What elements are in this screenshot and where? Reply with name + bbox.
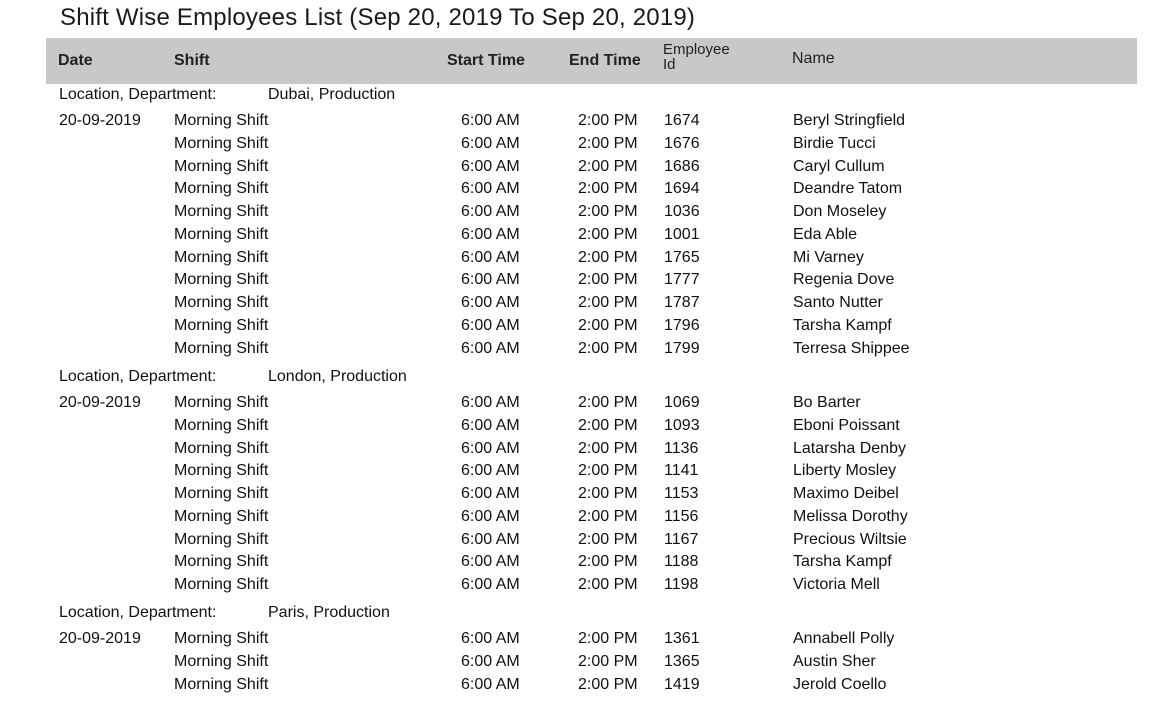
start-time-cell: 6:00 AM <box>461 485 520 502</box>
shift-cell: Morning Shift <box>174 675 269 693</box>
employee-name-cell: Victoria Mell <box>793 576 880 593</box>
location-department-label: Location, Department: <box>59 604 217 621</box>
table-row <box>0 135 1155 157</box>
end-time-cell: 2:00 PM <box>578 630 638 647</box>
start-time-cell: 6:00 AM <box>461 553 520 571</box>
table-row <box>0 576 1155 598</box>
table-row <box>0 203 1155 225</box>
end-time-cell: 2:00 PM <box>578 576 638 593</box>
employee-id-cell: 1361 <box>664 630 700 647</box>
employee-id-cell: 1167 <box>664 530 699 548</box>
shift-cell: Morning Shift <box>174 530 269 548</box>
employee-id-cell: 1153 <box>664 485 699 502</box>
start-time-cell: 6:00 AM <box>461 630 520 647</box>
employee-name-cell: Caryl Cullum <box>793 157 885 175</box>
start-time-cell: 6:00 AM <box>461 271 520 289</box>
employee-id-cell: 1765 <box>664 248 700 266</box>
date-cell: 20-09-2019 <box>59 630 141 647</box>
column-header-employee-id-line1: Employee <box>663 41 730 58</box>
start-time-cell: 6:00 AM <box>461 248 520 266</box>
start-time-cell: 6:00 AM <box>461 339 520 357</box>
start-time-cell: 6:00 AM <box>461 203 520 220</box>
employee-name-cell: Regenia Dove <box>793 271 895 289</box>
table-row <box>0 249 1155 271</box>
employee-id-cell: 1156 <box>664 507 699 525</box>
shift-cell: Morning Shift <box>174 248 269 266</box>
employee-name-cell: Bo Barter <box>793 394 861 411</box>
employee-id-cell: 1799 <box>664 339 700 357</box>
start-time-cell: 6:00 AM <box>461 316 520 334</box>
start-time-cell: 6:00 AM <box>461 225 520 243</box>
employee-name-cell: Latarsha Denby <box>793 439 906 457</box>
shift-cell: Morning Shift <box>174 339 269 357</box>
end-time-cell: 2:00 PM <box>578 225 638 243</box>
end-time-cell: 2:00 PM <box>578 462 638 480</box>
employee-name-cell: Tarsha Kampf <box>793 316 892 334</box>
table-row <box>0 317 1155 339</box>
table-row <box>0 676 1155 698</box>
start-time-cell: 6:00 AM <box>461 439 520 457</box>
shift-cell: Morning Shift <box>174 507 269 525</box>
shift-cell: Morning Shift <box>174 416 269 434</box>
shift-cell: Morning Shift <box>174 630 269 647</box>
end-time-cell: 2:00 PM <box>578 675 638 693</box>
end-time-cell: 2:00 PM <box>578 112 638 129</box>
employee-id-cell: 1141 <box>664 462 699 480</box>
start-time-cell: 6:00 AM <box>461 462 520 480</box>
employee-id-cell: 1676 <box>664 134 700 152</box>
location-department-label: Location, Department: <box>59 368 217 385</box>
table-row <box>0 485 1155 507</box>
employee-id-cell: 1365 <box>664 652 700 670</box>
shift-cell: Morning Shift <box>174 439 269 457</box>
employee-id-cell: 1686 <box>664 157 700 175</box>
column-header-end-time: End Time <box>569 52 641 69</box>
start-time-cell: 6:00 AM <box>461 507 520 525</box>
shift-cell: Morning Shift <box>174 652 269 670</box>
employee-id-cell: 1093 <box>664 416 700 434</box>
shift-cell: Morning Shift <box>174 157 269 175</box>
end-time-cell: 2:00 PM <box>578 416 638 434</box>
table-row <box>0 653 1155 675</box>
location-department-value: London, Production <box>268 368 407 385</box>
employee-name-cell: Birdie Tucci <box>793 134 876 152</box>
start-time-cell: 6:00 AM <box>461 576 520 593</box>
shift-cell: Morning Shift <box>174 112 269 129</box>
employee-name-cell: Santo Nutter <box>793 294 883 311</box>
start-time-cell: 6:00 AM <box>461 394 520 411</box>
end-time-cell: 2:00 PM <box>578 485 638 502</box>
employee-name-cell: Mi Varney <box>793 248 864 266</box>
column-header-employee-id-line2: Id <box>663 56 676 73</box>
end-time-cell: 2:00 PM <box>578 553 638 571</box>
employee-id-cell: 1796 <box>664 316 700 334</box>
employee-id-cell: 1001 <box>664 225 700 243</box>
shift-cell: Morning Shift <box>174 294 269 311</box>
table-row <box>0 271 1155 293</box>
location-department-heading <box>59 368 407 386</box>
employee-name-cell: Beryl Stringfield <box>793 112 906 129</box>
table-row <box>0 417 1155 439</box>
end-time-cell: 2:00 PM <box>578 203 638 220</box>
employee-name-cell: Maximo Deibel <box>793 485 899 502</box>
employee-id-cell: 1694 <box>664 180 700 198</box>
end-time-cell: 2:00 PM <box>578 180 638 198</box>
employee-name-cell: Terresa Shippee <box>793 339 910 357</box>
employee-name-cell: Austin Sher <box>793 652 876 670</box>
table-row <box>0 158 1155 180</box>
table-row <box>0 462 1155 484</box>
start-time-cell: 6:00 AM <box>461 134 520 152</box>
end-time-cell: 2:00 PM <box>578 652 638 670</box>
table-row <box>0 440 1155 462</box>
employee-id-cell: 1188 <box>664 553 699 571</box>
column-header-employee-id <box>663 42 730 72</box>
location-department-value: Dubai, Production <box>268 86 396 103</box>
end-time-cell: 2:00 PM <box>578 394 638 411</box>
employee-name-cell: Jerold Coello <box>793 675 887 693</box>
shift-cell: Morning Shift <box>174 462 269 480</box>
employee-id-cell: 1777 <box>664 271 700 289</box>
start-time-cell: 6:00 AM <box>461 294 520 311</box>
date-cell: 20-09-2019 <box>59 394 141 411</box>
table-row <box>0 294 1155 316</box>
shift-cell: Morning Shift <box>174 180 269 198</box>
table-row <box>0 180 1155 202</box>
employee-name-cell: Annabell Polly <box>793 630 895 647</box>
table-row <box>0 630 1155 652</box>
employee-id-cell: 1198 <box>664 576 699 593</box>
start-time-cell: 6:00 AM <box>461 112 520 129</box>
employee-name-cell: Precious Wiltsie <box>793 530 907 548</box>
table-row <box>0 531 1155 553</box>
end-time-cell: 2:00 PM <box>578 157 638 175</box>
start-time-cell: 6:00 AM <box>461 530 520 548</box>
location-department-label: Location, Department: <box>59 86 217 103</box>
location-department-heading <box>59 604 390 622</box>
column-header-date: Date <box>58 52 93 69</box>
report-title: Shift Wise Employees List (Sep 20, 2019 To Sep 20, 2019) <box>60 4 696 31</box>
shift-cell: Morning Shift <box>174 394 269 411</box>
column-header-shift: Shift <box>174 52 210 69</box>
end-time-cell: 2:00 PM <box>578 294 638 311</box>
table-row <box>0 553 1155 575</box>
end-time-cell: 2:00 PM <box>578 339 638 357</box>
shift-cell: Morning Shift <box>174 225 269 243</box>
start-time-cell: 6:00 AM <box>461 180 520 198</box>
employee-id-cell: 1419 <box>664 675 700 693</box>
employee-name-cell: Melissa Dorothy <box>793 507 908 525</box>
shift-cell: Morning Shift <box>174 203 269 220</box>
table-row <box>0 340 1155 362</box>
start-time-cell: 6:00 AM <box>461 652 520 670</box>
location-department-value: Paris, Production <box>268 604 390 621</box>
employee-name-cell: Liberty Mosley <box>793 462 897 480</box>
start-time-cell: 6:00 AM <box>461 157 520 175</box>
employee-name-cell: Eboni Poissant <box>793 416 900 434</box>
end-time-cell: 2:00 PM <box>578 271 638 289</box>
start-time-cell: 6:00 AM <box>461 675 520 693</box>
shift-cell: Morning Shift <box>174 576 269 593</box>
table-row <box>0 394 1155 416</box>
employee-id-cell: 1674 <box>664 112 700 129</box>
table-row <box>0 508 1155 530</box>
end-time-cell: 2:00 PM <box>578 248 638 266</box>
employee-id-cell: 1069 <box>664 394 700 411</box>
shift-cell: Morning Shift <box>174 271 269 289</box>
employee-name-cell: Don Moseley <box>793 203 887 220</box>
employee-id-cell: 1136 <box>664 439 699 457</box>
start-time-cell: 6:00 AM <box>461 416 520 434</box>
employee-name-cell: Deandre Tatom <box>793 180 903 198</box>
table-header <box>46 38 1137 84</box>
table-row <box>0 112 1155 134</box>
end-time-cell: 2:00 PM <box>578 439 638 457</box>
employee-id-cell: 1036 <box>664 203 700 220</box>
end-time-cell: 2:00 PM <box>578 316 638 334</box>
shift-cell: Morning Shift <box>174 316 269 334</box>
end-time-cell: 2:00 PM <box>578 134 638 152</box>
table-row <box>0 226 1155 248</box>
end-time-cell: 2:00 PM <box>578 507 638 525</box>
shift-cell: Morning Shift <box>174 134 269 152</box>
employee-name-cell: Eda Able <box>793 225 858 243</box>
employee-name-cell: Tarsha Kampf <box>793 553 892 571</box>
column-header-start-time: Start Time <box>447 52 525 69</box>
location-department-heading <box>59 86 396 104</box>
shift-cell: Morning Shift <box>174 485 269 502</box>
end-time-cell: 2:00 PM <box>578 530 638 548</box>
date-cell: 20-09-2019 <box>59 112 141 129</box>
employee-id-cell: 1787 <box>664 294 700 311</box>
column-header-name: Name <box>792 50 835 67</box>
shift-cell: Morning Shift <box>174 553 269 571</box>
